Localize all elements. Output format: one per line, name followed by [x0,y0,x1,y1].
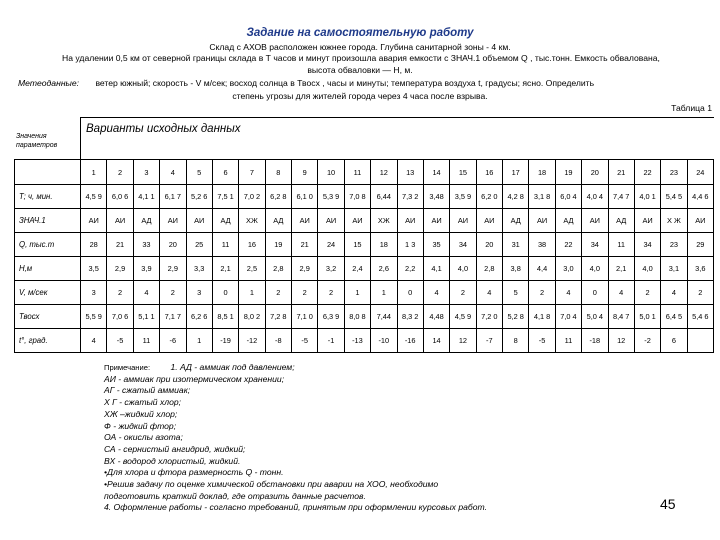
table-cell: 5 [503,281,529,305]
column-header: 10 [318,160,344,185]
table-cell: -10 [371,329,397,353]
table-cell: 5,4 6 [687,305,713,329]
row-label: t°, град. [15,329,81,353]
table-row [15,281,714,305]
table-cell: 3,0 [555,257,581,281]
table-cell: 34 [634,233,660,257]
note-line-1: АИ - аммиак при изотермическом хранении; [104,373,285,384]
column-header: 12 [371,160,397,185]
table-cell: 2 [318,281,344,305]
table-cell: 7,1 7 [160,305,186,329]
table-cell: АИ [423,209,449,233]
table-cell: 20 [476,233,502,257]
table-cell: 4,0 [450,257,476,281]
table-cell: 8,4 7 [608,305,634,329]
table-cell: 2 [160,281,186,305]
table-cell: 1 [344,281,370,305]
table-cell: 7,5 1 [212,185,238,209]
column-header: 7 [239,160,265,185]
table-cell: 2,6 [371,257,397,281]
note-prim-label: Примечание: [104,363,151,372]
column-header: 16 [476,160,502,185]
table-cell: -5 [107,329,133,353]
table-row [15,305,714,329]
table-cell: 3 [186,281,212,305]
table-cell: АИ [450,209,476,233]
table-cell: 2 [265,281,291,305]
table-cell: 21 [292,233,318,257]
table-row [15,257,714,281]
table-cell: 4,0 [634,257,660,281]
table-cell: 4 [555,281,581,305]
table-cell: 5,2 6 [186,185,212,209]
table-cell: 7,0 2 [239,185,265,209]
table-cell: 2,1 [212,257,238,281]
intro-line-2: На удалении 0,5 км от северной границы склада в Т часов и минут произошла авария емкости с ЗНАЧ.1 объемом Q , тыс.тонн. Емкость обвалована, [62,53,660,63]
table-cell: -5 [529,329,555,353]
column-header: 17 [503,160,529,185]
table-cell: 24 [318,233,344,257]
table-cell: 8,3 2 [397,305,423,329]
header-corner-cell [15,160,81,185]
table-cell: АИ [292,209,318,233]
table-cell: 3,2 [318,257,344,281]
table-cell: 3,9 [133,257,159,281]
note-line-first [104,362,664,374]
table-cell: 3,3 [186,257,212,281]
table-cell: 2,9 [107,257,133,281]
row-label: V, м/сек [15,281,81,305]
column-header: 15 [450,160,476,185]
column-header: 14 [423,160,449,185]
table-cell: 2,8 [265,257,291,281]
table-cell: 3 [81,281,107,305]
table-cell: 5,2 8 [503,305,529,329]
table-cell: 8,0 8 [344,305,370,329]
table-cell: АД [503,209,529,233]
note-line-2: АГ - сжатый аммиак; [104,385,191,396]
table-cell: 4,0 4 [582,185,608,209]
row-label: ЗНАЧ.1 [15,209,81,233]
table-row [15,329,714,353]
table-cell: 0 [397,281,423,305]
table-cell: 5,4 5 [661,185,687,209]
table-cell: 6,3 9 [318,305,344,329]
row-label: Твосх [15,305,81,329]
table-cell: 6,0 6 [107,185,133,209]
table-cell: -18 [582,329,608,353]
table-cell: 4,48 [423,305,449,329]
table-cell: 16 [239,233,265,257]
table-row [15,185,714,209]
table-cell: 4,2 8 [503,185,529,209]
column-header: 22 [634,160,660,185]
table-cell: 4 [661,281,687,305]
note-line-11: подготовить краткий доклад, где отразить данные расчетов. [104,490,366,501]
table-row [15,233,714,257]
table-cell: АИ [582,209,608,233]
table-cell: 7,2 8 [265,305,291,329]
table-cell: 4,0 [582,257,608,281]
column-header: 5 [186,160,212,185]
intro-line-3: высота обваловки — Н, м. [307,65,413,75]
table-cell: АИ [318,209,344,233]
table-cell: 8,0 2 [239,305,265,329]
variants-table [14,159,714,353]
table-cell: 7,3 2 [397,185,423,209]
note-line-9: •Для хлора и фтора размерность Q - тонн. [104,467,284,478]
params-label: Значения параметров [16,133,58,149]
meteo-text: ветер южный; скорость - V м/сек; восход солнца в Твосх , часы и минуты; температура воздуха t, градусы; ясно. Определить [95,78,595,88]
table-cell: 3,8 [503,257,529,281]
intro-line-4 [18,78,718,89]
table-cell: 3,1 8 [529,185,555,209]
table-cell: 28 [81,233,107,257]
table-cell: АИ [344,209,370,233]
column-header: 1 [81,160,107,185]
table-cell: 5,0 1 [634,305,660,329]
task-title: Задание на самостоятельную работу [246,27,474,39]
table-cell: -12 [239,329,265,353]
table-cell: -2 [634,329,660,353]
table-cell: 4,4 6 [687,185,713,209]
table-cell: 38 [529,233,555,257]
note-line-10: •Решив задачу по оценке химической обстановки при аварии на ХОО, необходимо [104,479,439,490]
table-cell: -1 [318,329,344,353]
table-cell: 4,1 1 [133,185,159,209]
column-header: 9 [292,160,318,185]
table-cell: 4,1 8 [529,305,555,329]
note-line-3: Х Г - сжатый хлор; [104,397,182,408]
table-header-row [15,160,714,185]
table-cell: 22 [555,233,581,257]
table-cell: 7,2 0 [476,305,502,329]
variants-title: Варианты исходных данных [86,123,241,135]
table-cell: АИ [186,209,212,233]
column-header: 24 [687,160,713,185]
table-cell: 3,48 [423,185,449,209]
intro-line-1: Склад с АХОВ расположен южнее города. Глубина санитарной зоны - 4 км. [209,42,511,52]
table-cell: 6,0 4 [555,185,581,209]
table-cell: 2 [107,281,133,305]
table-cell: 2,9 [160,257,186,281]
table-cell: АИ [634,209,660,233]
table-cell: 4,5 9 [81,185,107,209]
table-cell: 7,0 4 [555,305,581,329]
table-cell: 6,2 0 [476,185,502,209]
column-header: 2 [107,160,133,185]
header-divider-top [80,117,714,118]
table-cell: -8 [265,329,291,353]
column-header: 13 [397,160,423,185]
table-cell: 12 [450,329,476,353]
table-cell: -6 [160,329,186,353]
table-cell: 11 [212,233,238,257]
table-cell: 18 [371,233,397,257]
table-cell: АИ [476,209,502,233]
table-cell: АД [133,209,159,233]
table-cell: 6,1 0 [292,185,318,209]
table-cell: 34 [582,233,608,257]
note-line-0: 1. АД - аммиак под давлением; [170,362,295,372]
table-cell: 4 [476,281,502,305]
table-cell: 15 [344,233,370,257]
table-cell: 2,9 [292,257,318,281]
note-line-8: ВХ - водород хлористый, жидкий. [104,455,241,466]
table-cell: 6,1 7 [160,185,186,209]
table-cell: ХЖ [239,209,265,233]
table-cell: 34 [450,233,476,257]
table-cell: 25 [186,233,212,257]
column-header: 8 [265,160,291,185]
column-header: 19 [555,160,581,185]
table-cell: 5,5 9 [81,305,107,329]
note-line-6: ОА - окислы азота; [104,432,183,443]
table-cell: 35 [423,233,449,257]
table-cell: 11 [555,329,581,353]
table-cell: 4 [423,281,449,305]
table-cell: 7,0 8 [344,185,370,209]
table-cell: 2 [529,281,555,305]
table-cell: ХЖ [371,209,397,233]
column-header: 4 [160,160,186,185]
table-cell: 4,1 [423,257,449,281]
table-cell: 19 [265,233,291,257]
column-header: 23 [661,160,687,185]
column-header: 11 [344,160,370,185]
table-cell: 29 [687,233,713,257]
table-cell: 7,44 [371,305,397,329]
table-cell: АД [608,209,634,233]
table-cell: 4 [133,281,159,305]
table-cell: 2 [634,281,660,305]
table-cell: -19 [212,329,238,353]
table-cell: 4,0 1 [634,185,660,209]
table-cell: 4 [608,281,634,305]
table-cell [687,329,713,353]
table-cell: 14 [423,329,449,353]
table-cell: 6 [661,329,687,353]
table-cell: АИ [160,209,186,233]
table-cell: 2 [687,281,713,305]
meteo-label: Метеоданные: [18,78,80,88]
table-cell: 6,44 [371,185,397,209]
table-cell: 11 [133,329,159,353]
table-cell: 4,5 9 [450,305,476,329]
table-cell: 6,4 5 [661,305,687,329]
row-label: Н,м [15,257,81,281]
column-header: 20 [582,160,608,185]
table-row [15,209,714,233]
table-cell: 3,6 [687,257,713,281]
table-cell: 7,1 0 [292,305,318,329]
row-label: Т; ч, мин. [15,185,81,209]
table-cell: 31 [503,233,529,257]
intro-line-5: степень угрозы для жителей города через 4 часа после взрыва. [232,91,488,101]
table-cell: -7 [476,329,502,353]
note-line-7: СА - сернистый ангидрид, жидкий; [104,443,246,454]
note-line-4: ХЖ –жидкий хлор; [104,408,178,419]
table-cell: 2,5 [239,257,265,281]
table-cell: 1 [371,281,397,305]
table-cell: 6,2 6 [186,305,212,329]
header-divider-left [80,117,81,159]
table-cell: 4,4 [529,257,555,281]
table-cell: 7,4 7 [608,185,634,209]
table-cell: 5,1 1 [133,305,159,329]
table-cell: 1 [186,329,212,353]
table-cell: АД [212,209,238,233]
table-cell: 2,1 [608,257,634,281]
table-cell: АИ [529,209,555,233]
table-cell: 8,5 1 [212,305,238,329]
table-cell: 1 3 [397,233,423,257]
notes [104,362,664,514]
table-cell: АИ [81,209,107,233]
row-label: Q, тыс.т [15,233,81,257]
table-cell: АИ [107,209,133,233]
table-cell: 0 [582,281,608,305]
table-cell: 4 [81,329,107,353]
table-cell: 5,0 4 [582,305,608,329]
table-cell: 3,5 [81,257,107,281]
table-cell: 2,8 [476,257,502,281]
table-cell: 5,3 9 [318,185,344,209]
column-header: 21 [608,160,634,185]
table-cell: 0 [212,281,238,305]
table-number: Таблица 1 [671,103,712,113]
table-cell: АИ [397,209,423,233]
column-header: 6 [212,160,238,185]
table-cell: 2,2 [397,257,423,281]
note-line-5: Ф - жидкий фтор; [104,420,177,431]
table-cell: 6,2 8 [265,185,291,209]
table-cell: АД [265,209,291,233]
table-cell: 20 [160,233,186,257]
table-cell: 21 [107,233,133,257]
table-cell: 11 [608,233,634,257]
table-cell: 3,1 [661,257,687,281]
table-cell: 33 [133,233,159,257]
table-cell: 3,5 9 [450,185,476,209]
table-cell: АД [555,209,581,233]
table-cell: -16 [397,329,423,353]
table-cell: Х Ж [661,209,687,233]
table-cell: 2 [292,281,318,305]
table-cell: -13 [344,329,370,353]
table-cell: 2,4 [344,257,370,281]
column-header: 18 [529,160,555,185]
note-line-12: 4. Оформление работы - согласно требований, принятым при оформлении курсовых работ. [104,502,487,513]
table-cell: 12 [608,329,634,353]
table-cell: 8 [503,329,529,353]
table-cell: АИ [687,209,713,233]
column-header: 3 [133,160,159,185]
table-cell: 23 [661,233,687,257]
table-cell: -5 [292,329,318,353]
table-cell: 1 [239,281,265,305]
table-cell: 2 [450,281,476,305]
page-number: 45 [660,496,676,512]
table-cell: 7,0 6 [107,305,133,329]
